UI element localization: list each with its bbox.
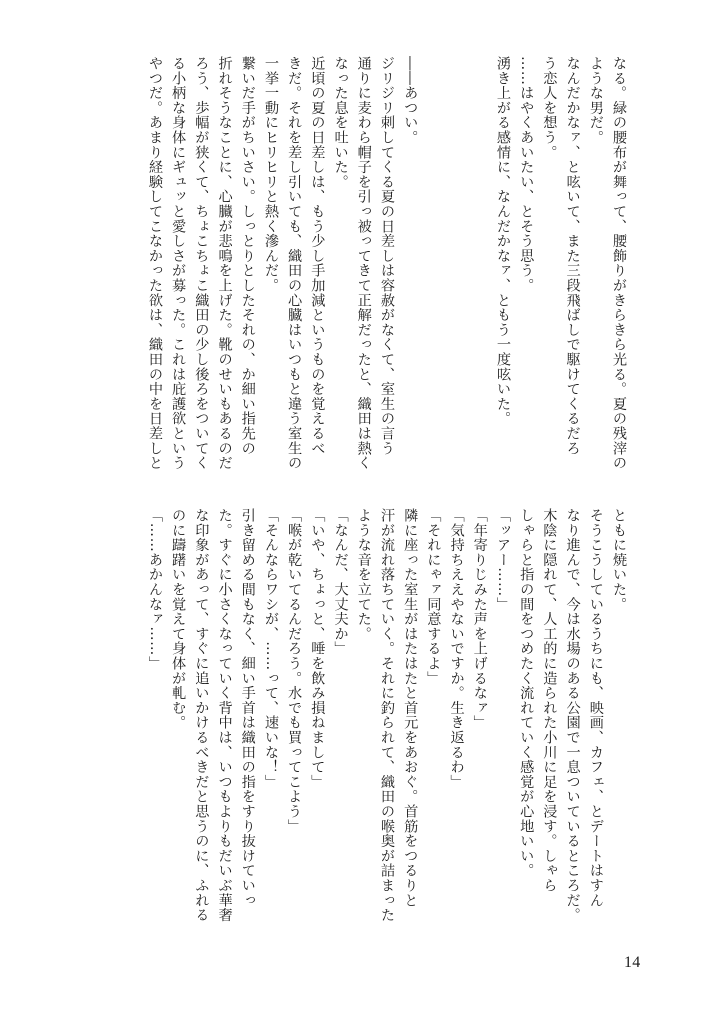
text-line: 「年寄りじみた声を上げるなァ」: [471, 508, 488, 730]
blank-line: [444, 56, 467, 508]
text-line: 「ッアー……」: [494, 508, 511, 612]
text-line: 「喉が乾いてるんだろう。水でも買ってこよう」: [286, 508, 303, 834]
text-line: ――あつい。: [402, 56, 419, 145]
text-line: 近頃の夏の日差しは、もう少し手加減というものを覚えるべ: [309, 56, 326, 456]
text-line: 「そんならワシが、……って、速いな！」: [262, 508, 279, 790]
text-line: 折れそうなことに、心臓が悲鳴を上げた。靴のせいもあるのだ: [216, 56, 233, 471]
text-line: う恋人を想う。: [541, 56, 558, 160]
text-line: 「いや、ちょっと、唾を飲み損ねまして」: [309, 508, 326, 790]
blank-line: [468, 56, 491, 508]
text-line: なんだかなァ、と呟いて、また三段飛ばしで駆けてくるだろ: [564, 56, 581, 456]
text-line: しゃらと指の間をつめたく流れていく感覚が心地いい。: [518, 508, 535, 878]
text-line: 通りに麦わら帽子を引っ被ってきて正解だったと、織田は熱く: [355, 56, 372, 471]
text-line: ……はやくあいたい、とそう思う。: [518, 56, 535, 293]
text-line: ジリジリ刺してくる夏の日差しは容赦がなくて、室生の言う: [378, 56, 395, 456]
text-column-bottom: [85, 508, 630, 953]
text-line: なった息を吐いた。: [332, 56, 349, 190]
text-line: ような男だ。: [587, 56, 604, 145]
text-line: た。すぐに小さくなっていく背中は、いつもよりもだいぶ華奢: [216, 508, 233, 923]
text-line: ともに焼いた。: [611, 508, 627, 612]
text-line: きだ。それを差し引いても、織田の心臓はいつもと違う室生の: [286, 56, 303, 471]
text-line: 「……あかんなァ……」: [146, 508, 163, 671]
text-line: 「気持ちええやないですか。生き返るわ」: [448, 508, 465, 790]
text-column-top: [85, 56, 630, 508]
text-line: ような音を立てた。: [355, 508, 372, 642]
text-line: やつだ。あまり経験してこなかった欲は、織田の中を日差しと: [146, 56, 163, 471]
page-number: 14: [624, 954, 641, 971]
text-line: そうこうしているうちにも、映画、カフェ、とデートはすん: [587, 508, 604, 908]
text-line: ろう、歩幅が狭くて、ちょこちょこ織田の少し後ろをついてく: [193, 56, 210, 471]
blank-line: [421, 56, 444, 508]
text-line: 一挙一動にヒリヒリと熱く滲んだ。: [262, 56, 279, 293]
text-line: なり進んで、今は水場のある公園で一息ついているところだ。: [564, 508, 581, 923]
text-line: 木陰に隠れて、人工的に造られた小川に足を浸す。しゃら: [541, 508, 558, 893]
text-line: 「なんだ、大丈夫か」: [332, 508, 349, 656]
text-line: 湧き上がる感情に、なんだかなァ、ともう一度呟いた。: [494, 56, 511, 426]
text-line: る小柄な身体にギュッと愛しさが募った。これは庇護欲という: [170, 56, 187, 471]
text-line: 隣に座った室生がはたはたと首元をあおぐ。首筋をつるりと: [402, 508, 419, 908]
text-line: 汗が流れ落ちていく。それに釣られて、織田の喉奥が詰まった: [378, 508, 395, 923]
text-line: なる。緑の腰布が舞って、腰飾りがきらきら光る。夏の残滓の: [611, 56, 627, 471]
text-line: のに躊躇いを覚えて身体が軋む。: [170, 508, 187, 730]
text-line: な印象があって、すぐに追いかけるべきだと思うのに、ふれる: [193, 508, 210, 923]
text-line: 引き留める間もなく、細い手首は織田の指をすり抜けていっ: [239, 508, 256, 908]
text-line: 「それにゃァ同意するよ」: [425, 508, 442, 686]
text-line: 繋いだ手がちいさい。しっとりとしたそれの、か細い指先の: [239, 56, 256, 456]
